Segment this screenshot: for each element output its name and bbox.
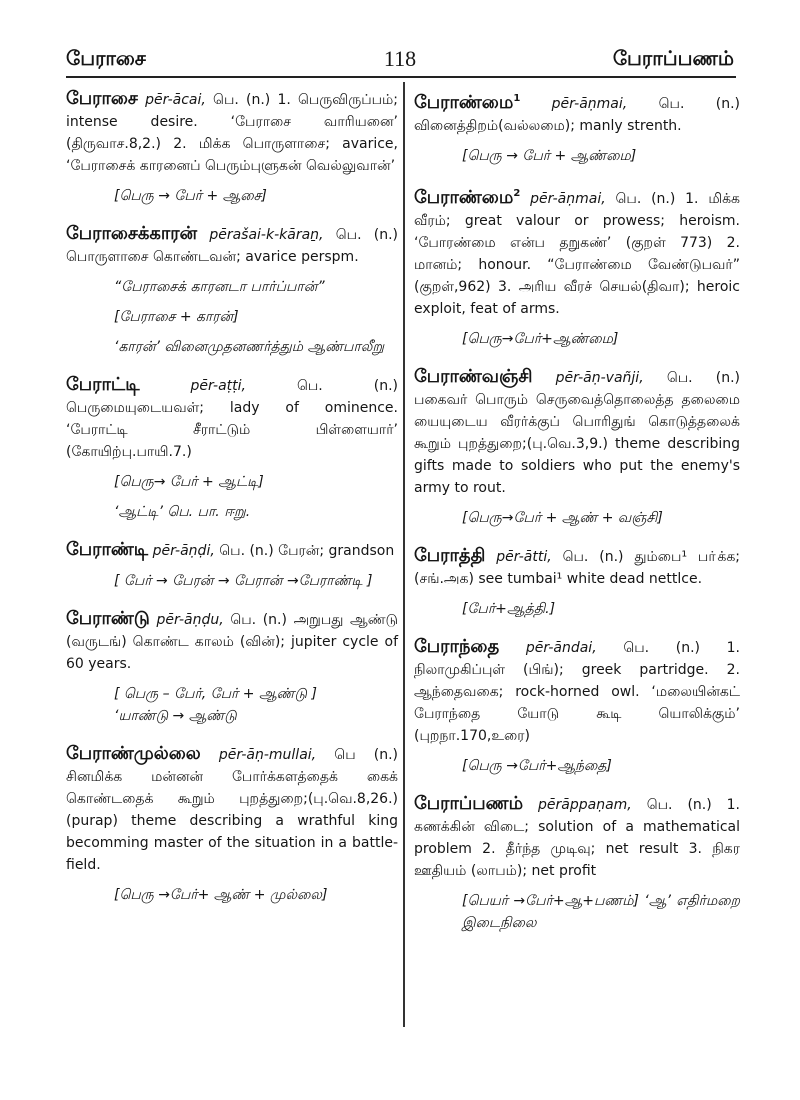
headword: பேராந்தை — [414, 636, 500, 657]
definition: பெ. (n.) 1. கணக்கின் விடை; solution of a mathematical problem 2. தீர்ந்த முடிவு; net result 3. நிகர ஊதியம் (லாபம்); net profit — [414, 797, 741, 879]
header-guide-word-right: பேராப்பணம் — [612, 46, 734, 70]
dictionary-entry — [414, 183, 740, 350]
definition: பெ. (n.) பேரன்; grandson — [219, 543, 395, 559]
etymology-note: [பேராசை + காரன்] — [114, 309, 239, 325]
header-rule — [66, 76, 736, 78]
header-guide-word-left: பேராசை — [66, 46, 146, 70]
transliteration: pēr-ācai, — [145, 92, 206, 108]
etymology-note: [பெரு → பேர் + ஆண்மை] — [462, 148, 637, 164]
transliteration: pēr-āṇ-mullai, — [218, 747, 317, 763]
homonym-number: 2 — [513, 188, 521, 199]
dictionary-entry — [414, 545, 740, 620]
definition: பெ. (n.) பொருளாசை கொண்டவன்; avarice perspm. — [66, 227, 399, 265]
transliteration: pēr-āṇ-vañji, — [555, 370, 644, 386]
dictionary-entry — [66, 608, 398, 727]
dictionary-entry — [66, 539, 398, 592]
transliteration: pēr-āṇḍi, — [152, 543, 215, 559]
transliteration: pērāppaṇam, — [538, 797, 632, 813]
definition: பெ. (n.) அறுபது ஆண்டு (வருடங்) கொண்ட காலம் (வின்); jupiter cycle of 60 years. — [66, 612, 399, 672]
quotation: “பேராசைக் காரனடா பார்ப்பான்” — [114, 279, 325, 295]
headword: பேராசை — [66, 88, 138, 109]
definition: பெ. (n.) பெருமையுடையவள்; lady of ominence. ‘பேராட்டி சீராட்டும் பிள்ளையார்’ (கோயிற்பு.பாயி.7.) — [66, 378, 398, 460]
dictionary-entry — [414, 636, 740, 777]
definition: பெ. (n.) 1. பெருவிருப்பம்; intense desire. ‘பேராசை வாரியனை’ (திருவாச.8,2.) 2. மிக்க பொருளாசை; avarice, ‘பேராசைக் காரனைப் பெரும்புளுகன் வெல்லுவான்’ — [66, 92, 399, 174]
headword: பேராண்வஞ்சி — [414, 366, 533, 387]
etymology-note: [பெரு →பேர்+ஆந்தை] — [462, 758, 612, 774]
etymology-note: [பெரு→ பேர் + ஆட்டி] — [114, 474, 264, 490]
headword: பேராண்மை$^1$ — [414, 92, 521, 113]
transliteration: pēr-āndai, — [525, 640, 597, 656]
definition: பெ (n.) சினமிக்க மன்னன் போர்க்களத்தைக் கைக் கொண்டதைக் கூறும் புறத்துறை;(பு.வெ.8,26.) (purap) theme describing a wrathful king becomming master of the situation in a battle- field. — [66, 747, 399, 873]
headword: பேராத்தி — [414, 545, 486, 566]
homonym-number: 1 — [513, 93, 521, 104]
headword: பேராண்டி — [66, 539, 149, 560]
etymology-note: [ பெரு – பேர், பேர் + ஆண்டு ] — [114, 686, 317, 702]
transliteration: pēr-ātti, — [496, 549, 552, 565]
dictionary-entry — [66, 374, 398, 523]
dictionary-entry — [66, 223, 398, 358]
headword: பேராண்முல்லை — [66, 743, 201, 764]
definition: பெ. (n.) 1. மிக்க வீரம்; great valour or prowess; heroism. ‘போரண்மை என்ப தறுகண்’ (குறள் 773) 2. மானம்; honour. “பேராண்மை வேண்டுபவர்” (குறள்,962) 3. அரிய வீரச் செயல்(திவா); heroic exploit, feat of arms. — [414, 191, 741, 317]
usage-note: ‘ஆட்டி’ பெ. பா. ஈறு. — [114, 504, 251, 520]
definition: பெ. (n.) 1. நிலாமுகிப்புள் (பிங்); greek partridge. 2. ஆந்தைவகை; rock-horned owl. ‘மலையின்கட் பேராந்தை யோடு கூடி யொலிக்கும்’ (புறநா.170,உரை) — [414, 640, 740, 744]
headword: பேராண்டு — [66, 608, 150, 629]
dictionary-entry — [66, 88, 398, 207]
page-number: 118 — [383, 46, 417, 71]
dictionary-entry — [414, 793, 740, 934]
etymology-note: [பெரு→பேர்+ஆண்மை] — [462, 331, 619, 347]
etymology-note: [பெரு→பேர் + ஆண் + வஞ்சி] — [462, 510, 663, 526]
headword: பேராட்டி — [66, 374, 140, 395]
transliteration: pēr-aṭṭi, — [190, 378, 246, 394]
usage-note: ‘காரன்’ வினைமுதனணர்த்தும் ஆண்பாலீறு — [114, 339, 385, 355]
definition: பெ. (n.) தும்பை¹ பா்க்க;(சங்.அக) see tumbai¹ white dead nettlce. — [414, 549, 741, 587]
etymology-note: [பெரு →பேர்+ ஆண் + முல்லை] — [114, 887, 328, 903]
etymology-note: [பெயர் →பேர்+ஆ+பணம்] ‘ஆ’ எதிர்மறை இடைநிலை — [462, 893, 740, 931]
dictionary-entry — [414, 88, 740, 167]
etymology-note: [பெரு → பேர் + ஆசை] — [114, 188, 267, 204]
etymology-note: [ பேர் → பேரன் → பேரான் →பேராண்டி ] — [114, 573, 373, 589]
transliteration: pēr-āṇmai, — [551, 96, 628, 112]
right-column — [414, 88, 740, 934]
transliteration: pēr-āṇḍu, — [156, 612, 224, 628]
column-divider — [403, 82, 405, 1027]
left-column — [66, 88, 398, 906]
transliteration: pērašai-k-kāraṉ, — [209, 227, 324, 243]
headword: பேராப்பணம் — [414, 793, 524, 814]
etymology-note: ‘யாண்டு → ஆண்டு — [114, 708, 237, 724]
definition: பெ. (n.) பகைவர் பொரும் செருவைத்தொலைத்த தலைமை யையுடைய வீரர்க்குப் பொரிதுங் கொடுத்தலைக் கூறும் புறத்துறை;(பு.வெ.3,9.) theme describing gifts made to soldiers who put the enemy's army to rout. — [414, 370, 740, 496]
page-header — [66, 40, 734, 74]
dictionary-entry — [66, 743, 398, 906]
dictionary-entry — [414, 366, 740, 529]
headword: பேராண்மை$^2$ — [414, 187, 521, 208]
etymology-note: [பேர்+ஆத்தி.] — [462, 601, 556, 617]
headword: பேராசைக்காரன் — [66, 223, 198, 244]
definition: பெ. (n.) வினைத்திறம்(வல்லமை); manly strenth. — [414, 96, 741, 134]
transliteration: pēr-āṇmai, — [530, 191, 606, 207]
